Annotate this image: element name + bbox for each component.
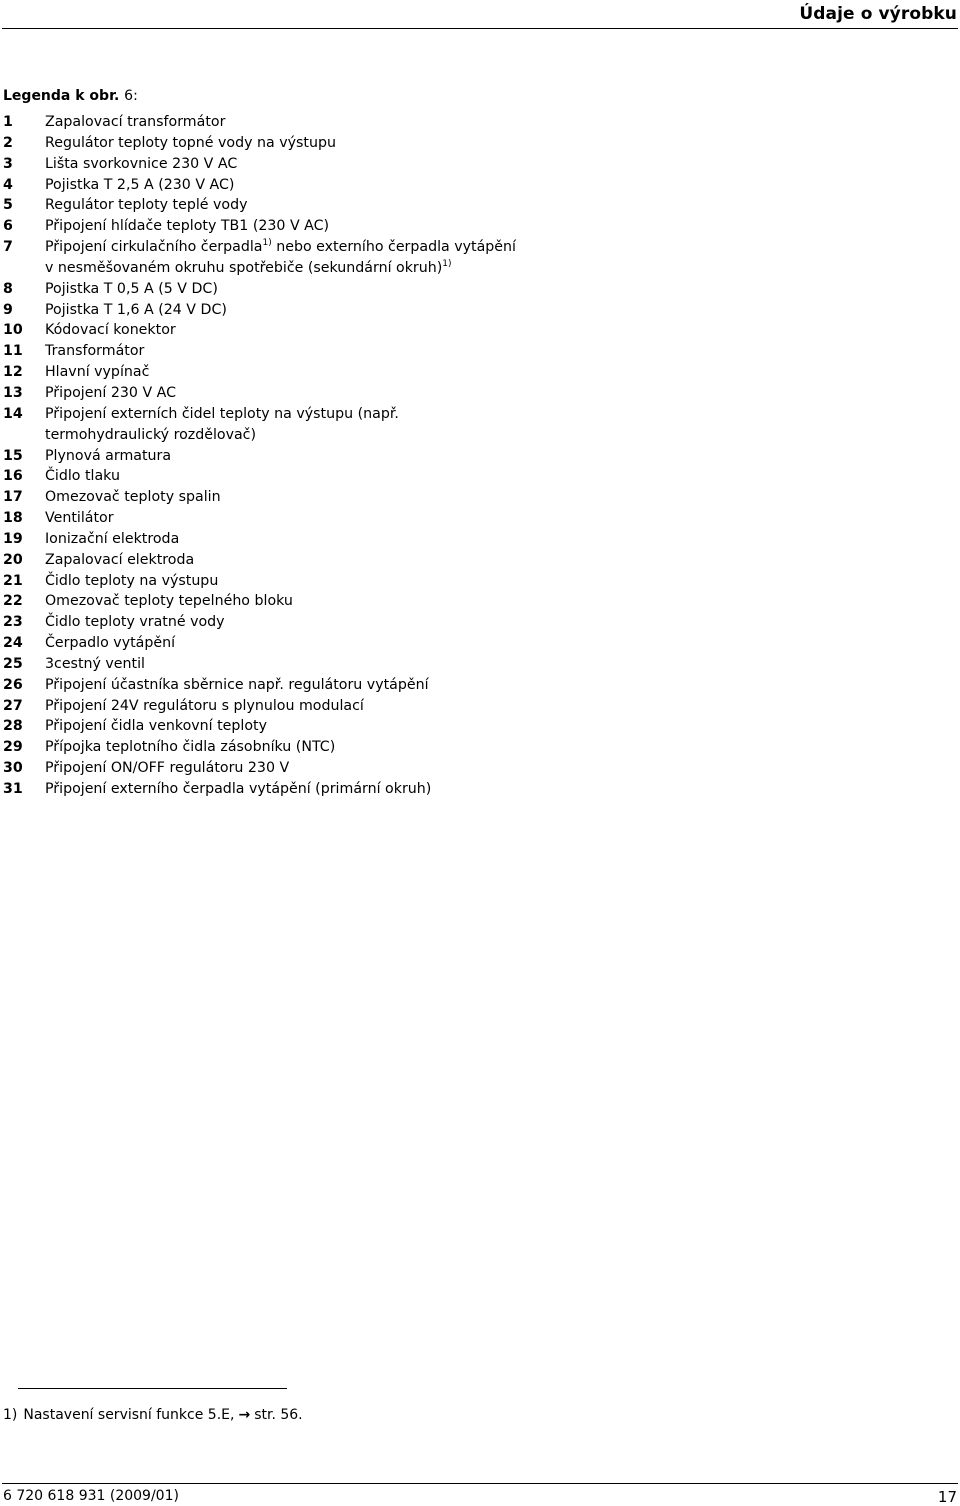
legend-item-text: Ionizační elektroda — [45, 530, 180, 547]
legend-item-31 — [3, 779, 523, 800]
legend-item-number: 19 — [3, 530, 23, 547]
legend-item-text: Pojistka T 2,5 A (230 V AC) — [45, 176, 235, 193]
legend-item-28 — [3, 716, 523, 737]
legend-item-7 — [3, 237, 523, 279]
page-number: 17 — [937, 1488, 957, 1506]
legend-item-text: Regulátor teploty teplé vody — [45, 197, 248, 214]
legend-item-text: Připojení externího čerpadla vytápění (primární okruh) — [45, 781, 432, 797]
legend-item-30 — [3, 758, 523, 779]
legend-item-number: 13 — [3, 384, 23, 401]
legend-item-number: 3 — [3, 155, 13, 172]
footnote-text: Nastavení servisní funkce 5.E, — [23, 1407, 235, 1423]
legend-item-number: 11 — [3, 343, 23, 360]
footer-divider — [2, 1483, 958, 1484]
legend-item-number: 22 — [3, 593, 23, 610]
legend-item-number: 21 — [3, 572, 23, 589]
legend-item-text: Přípojka teplotního čidla zásobníku (NTC) — [45, 739, 336, 756]
legend-item-text: Omezovač teploty spalin — [45, 489, 221, 506]
legend-item-text: Hlavní vypínač — [45, 364, 150, 381]
legend-item-text: Lišta svorkovnice 230 V AC — [45, 155, 238, 172]
legend-item-text: Připojení externích čidel teploty na výstupu (např. termohydraulický rozdělovač) — [45, 405, 399, 443]
legend-item-text: Čidlo tlaku — [45, 468, 120, 485]
legend-heading-text: Legenda k obr. — [3, 88, 120, 104]
legend-item-14 — [3, 404, 523, 446]
arrow-right-icon: → — [238, 1407, 251, 1423]
legend-item-number: 26 — [3, 676, 23, 693]
legend-list — [3, 112, 523, 800]
legend-item-text: Čidlo teploty na výstupu — [45, 572, 219, 589]
legend-item-number: 2 — [3, 134, 13, 151]
legend-item-24 — [3, 633, 523, 654]
legend-item-number: 25 — [3, 655, 23, 672]
legend-item-number: 7 — [3, 239, 13, 256]
legend-item-text: Připojení 230 V AC — [45, 384, 177, 401]
legend-item-21 — [3, 571, 523, 592]
legend-item-text: 3cestný ventil — [45, 655, 145, 672]
legend-item-number: 5 — [3, 197, 13, 214]
legend-item-text: Pojistka T 1,6 A (24 V DC) — [45, 301, 227, 318]
legend-item-text: Čerpadlo vytápění — [45, 635, 176, 652]
legend-item-9 — [3, 300, 523, 321]
legend-item-text: Plynová armatura — [45, 447, 172, 464]
legend-item-text: Zapalovací transformátor — [45, 114, 226, 130]
legend-item-number: 29 — [3, 739, 23, 756]
page-header-title: Údaje o výrobku — [799, 4, 957, 24]
legend-item-number: 20 — [3, 551, 23, 568]
legend-item-number: 31 — [3, 781, 23, 797]
legend-item-number: 14 — [3, 405, 23, 422]
legend-item-1 — [3, 112, 523, 133]
legend-item-text: Ventilátor — [45, 510, 114, 527]
legend-item-text: Čidlo teploty vratné vody — [45, 614, 225, 631]
legend-item-10 — [3, 320, 523, 341]
legend-item-text: Připojení čidla venkovní teploty — [45, 718, 267, 735]
legend-item-number: 12 — [3, 364, 23, 381]
legend-item-number: 9 — [3, 301, 13, 318]
legend-item-13 — [3, 383, 523, 404]
legend-item-text: Omezovač teploty tepelného bloku — [45, 593, 293, 610]
legend-item-number: 30 — [3, 760, 23, 777]
legend-item-number: 17 — [3, 489, 23, 506]
legend-item-number: 6 — [3, 218, 13, 235]
legend-item-number: 18 — [3, 510, 23, 527]
legend-item-3 — [3, 154, 523, 175]
legend-item-text: Regulátor teploty topné vody na výstupu — [45, 134, 336, 151]
legend-item-number: 10 — [3, 322, 23, 339]
legend-item-text: Připojení hlídače teploty TB1 (230 V AC) — [45, 218, 330, 235]
legend-item-text-part: Připojení cirkulačního čerpadla — [45, 239, 263, 256]
legend-item-text: Kódovací konektor — [45, 322, 176, 339]
legend-item-29 — [3, 737, 523, 758]
legend-item-4 — [3, 175, 523, 196]
legend-item-16 — [3, 466, 523, 487]
legend-item-26 — [3, 675, 523, 696]
footnote — [3, 1407, 303, 1423]
legend-item-text: Pojistka T 0,5 A (5 V DC) — [45, 280, 218, 297]
legend-item-number: 1 — [3, 114, 13, 130]
legend-item-number: 23 — [3, 614, 23, 631]
legend-item-12 — [3, 362, 523, 383]
legend-item-20 — [3, 550, 523, 571]
footnote-page-reference: str. 56. — [254, 1407, 303, 1423]
legend-figure-ref: 6: — [124, 88, 138, 104]
footnote-marker: 1) — [3, 1407, 18, 1423]
legend-item-number: 16 — [3, 468, 23, 485]
footnote-reference: 1) — [262, 238, 272, 249]
legend-item-11 — [3, 341, 523, 362]
legend-item-text: Připojení ON/OFF regulátoru 230 V — [45, 760, 290, 777]
legend-item-text: Zapalovací elektroda — [45, 551, 195, 568]
document-code: 6 720 618 931 (2009/01) — [3, 1488, 179, 1504]
header-divider — [2, 28, 958, 29]
legend-item-17 — [3, 487, 523, 508]
legend-item-27 — [3, 696, 523, 717]
legend-item-number: 27 — [3, 697, 23, 714]
legend-item-text — [45, 237, 523, 279]
legend-item-19 — [3, 529, 523, 550]
legend-item-text: Připojení 24V regulátoru s plynulou modulací — [45, 697, 364, 714]
legend-item-number: 4 — [3, 176, 13, 193]
legend-item-18 — [3, 508, 523, 529]
legend-item-15 — [3, 446, 523, 467]
legend-item-number: 24 — [3, 635, 23, 652]
legend-item-22 — [3, 591, 523, 612]
legend-item-text-part: nebo externího čerpadla vytápění v nesměšovaném okruhu spotřebiče (sekundární okruh) — [45, 239, 516, 276]
legend-item-text: Připojení účastníka sběrnice např. regulátoru vytápění — [45, 676, 429, 693]
footnote-reference: 1) — [442, 258, 452, 269]
legend-item-number: 8 — [3, 280, 13, 297]
legend-item-number: 15 — [3, 447, 23, 464]
legend-item-2 — [3, 133, 523, 154]
legend-item-5 — [3, 195, 523, 216]
legend-item-number: 28 — [3, 718, 23, 735]
footnote-divider — [18, 1388, 287, 1389]
legend-item-text: Transformátor — [45, 343, 145, 360]
legend-item-6 — [3, 216, 523, 237]
legend-item-23 — [3, 612, 523, 633]
legend-item-25 — [3, 654, 523, 675]
legend-item-8 — [3, 279, 523, 300]
legend-heading — [3, 88, 138, 104]
